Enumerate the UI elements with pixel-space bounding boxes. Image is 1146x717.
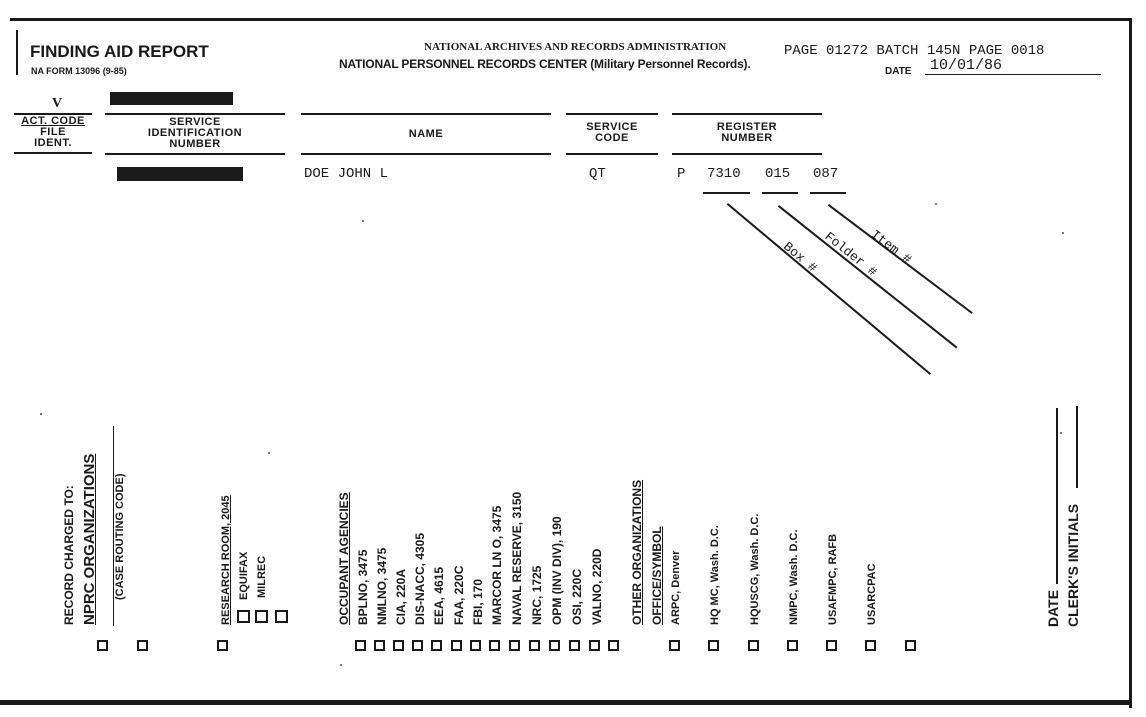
service-id-header-2: IDENTIFICATION	[147, 127, 243, 139]
service-code-header-2: CODE	[595, 132, 629, 144]
register-bottom-rule	[672, 153, 822, 155]
date-field-label: DATE	[1045, 589, 1061, 627]
nmlno-checkbox[interactable]	[374, 640, 385, 651]
marcor-checkbox[interactable]	[489, 640, 500, 651]
name-header: NAME	[408, 128, 444, 140]
act-code-value: V	[52, 96, 63, 111]
service-code-top-rule	[566, 113, 658, 115]
agency-label: OSI, 220C	[570, 568, 584, 625]
file-ident-header-1: FILE	[40, 126, 66, 138]
agency-line-1: NATIONAL ARCHIVES AND RECORDS ADMINISTRATION	[424, 41, 727, 53]
agency-label: NAVAL RESERVE, 3150	[510, 491, 524, 625]
register-top-rule	[672, 113, 822, 115]
other-org-label: USARCPAC	[866, 563, 878, 625]
agency-label: NRC, 1725	[530, 565, 544, 625]
agency-line-2: NATIONAL PERSONNEL RECORDS CENTER (Military Personnel Records).	[339, 57, 751, 71]
other-org-label: NMPC, Wash. D.C.	[788, 529, 800, 625]
form-number: NA FORM 13096 (9-85)	[31, 66, 127, 76]
date-value: 10/01/86	[930, 57, 1003, 74]
equifax-label: EQUIFAX	[238, 551, 250, 600]
redacted-header-box	[110, 92, 233, 105]
extra-agency-checkbox[interactable]	[608, 640, 619, 651]
other-org-label: ARPC, Denver	[670, 550, 682, 625]
left-edge-mark	[16, 30, 18, 75]
folder-underline	[762, 192, 798, 194]
speck	[935, 203, 937, 205]
agency-label: VALNO, 220D	[590, 548, 604, 625]
name-top-rule	[301, 113, 551, 115]
agency-label: EEA, 4615	[432, 566, 446, 625]
agency-label: DIS-NACC, 4305	[413, 532, 427, 625]
speck	[1060, 432, 1062, 434]
register-prefix: P	[677, 166, 686, 182]
milrec-checkbox[interactable]	[255, 610, 268, 623]
service-id-header-3: NUMBER	[169, 138, 221, 150]
cia-checkbox[interactable]	[393, 640, 404, 651]
naval-reserve-checkbox[interactable]	[509, 640, 520, 651]
agency-label: BPLNO, 3475	[356, 549, 370, 625]
usafmpc-checkbox[interactable]	[826, 640, 837, 651]
other-organizations-label: OTHER ORGANIZATIONS	[630, 479, 644, 625]
speck	[268, 452, 270, 454]
case-routing-checkbox[interactable]	[137, 640, 148, 651]
speck	[1062, 232, 1064, 234]
item-annotation: Item #	[867, 227, 915, 268]
hqmc-checkbox[interactable]	[708, 640, 719, 651]
agency-label: CIA, 220A	[394, 568, 408, 625]
usarcpac-checkbox[interactable]	[865, 640, 876, 651]
service-id-header-1: SERVICE	[169, 116, 221, 128]
file-ident-header-2: IDENT.	[34, 137, 72, 149]
agency-label: FBI, 170	[471, 578, 485, 625]
clerk-initials-label: CLERK'S INITIALS	[1065, 503, 1081, 627]
other-org-label: HQ MC, Wash. D.C.	[709, 525, 721, 625]
opm-checkbox[interactable]	[549, 640, 560, 651]
record-service-code: QT	[589, 166, 606, 182]
nmpc-checkbox[interactable]	[787, 640, 798, 651]
bplno-checkbox[interactable]	[355, 640, 366, 651]
faa-checkbox[interactable]	[451, 640, 462, 651]
item-underline	[810, 192, 846, 194]
other-org-label: USAFMPC, RAFB	[827, 533, 839, 625]
valno-checkbox[interactable]	[589, 640, 600, 651]
folder-annotation: Folder #	[821, 229, 880, 280]
research-room-label: RESEARCH ROOM, 2045	[220, 495, 232, 625]
speck	[340, 664, 342, 666]
case-routing-code-label: (CASE ROUTING CODE)	[114, 473, 126, 600]
arpc-checkbox[interactable]	[669, 640, 680, 651]
agency-label: MARCOR LN O, 3475	[490, 505, 504, 625]
act-code-bottom-rule	[14, 152, 92, 154]
register-item: 087	[813, 166, 839, 182]
record-charged-to-label: RECORD CHARGED TO:	[62, 485, 76, 625]
box-annotation: Box #	[780, 239, 820, 276]
box-pointer-line	[727, 203, 931, 375]
top-border	[10, 18, 1132, 21]
nprc-checkbox[interactable]	[97, 640, 108, 651]
service-id-bottom-rule	[105, 153, 285, 155]
agency-label: NMLNO, 3475	[375, 547, 389, 625]
dis-nacc-checkbox[interactable]	[412, 640, 423, 651]
office-symbol-label: OFFICE/SYMBOL	[650, 526, 664, 625]
record-name: DOE JOHN L	[304, 166, 389, 182]
register-folder: 015	[765, 166, 791, 182]
research-extra-checkbox[interactable]	[275, 610, 288, 623]
box-underline	[703, 192, 750, 194]
hquscg-checkbox[interactable]	[748, 640, 759, 651]
agency-label: FAA, 220C	[452, 565, 466, 625]
extra-org-checkbox[interactable]	[905, 640, 916, 651]
register-header-1: REGISTER	[716, 121, 778, 133]
bottom-border	[0, 700, 1132, 705]
equifax-checkbox[interactable]	[237, 610, 250, 623]
page-batch-info: PAGE 01272 BATCH 145N PAGE 0018	[784, 43, 1045, 59]
act-code-header: ACT. CODE	[21, 115, 85, 127]
name-bottom-rule	[301, 153, 551, 155]
other-org-label: HQUSCG, Wash. D.C.	[749, 513, 761, 625]
agency-label: OPM (INV DIV), 190	[550, 516, 564, 625]
date-label: DATE	[885, 66, 912, 77]
osi-checkbox[interactable]	[569, 640, 580, 651]
register-box: 7310	[707, 166, 741, 182]
speck	[362, 220, 364, 222]
service-code-bottom-rule	[566, 153, 658, 155]
clerk-initials-line	[1076, 406, 1078, 488]
nprc-organizations-label: NPRC ORGANIZATIONS	[81, 453, 98, 625]
redacted-service-number	[117, 167, 243, 181]
date-field-line	[1056, 408, 1058, 584]
date-underline	[925, 74, 1101, 75]
form-title: FINDING AID REPORT	[30, 42, 209, 61]
service-id-top-rule	[105, 113, 285, 115]
service-code-header-1: SERVICE	[586, 121, 638, 133]
research-room-checkbox[interactable]	[217, 640, 228, 651]
occupant-agencies-label: OCCUPANT AGENCIES	[337, 492, 351, 625]
register-header-2: NUMBER	[721, 132, 773, 144]
milrec-label: MILREC	[256, 555, 268, 598]
right-border	[1129, 18, 1132, 708]
speck	[40, 413, 42, 415]
fbi-checkbox[interactable]	[470, 640, 481, 651]
eea-checkbox[interactable]	[431, 640, 442, 651]
nrc-checkbox[interactable]	[529, 640, 540, 651]
case-routing-rule	[113, 426, 114, 626]
